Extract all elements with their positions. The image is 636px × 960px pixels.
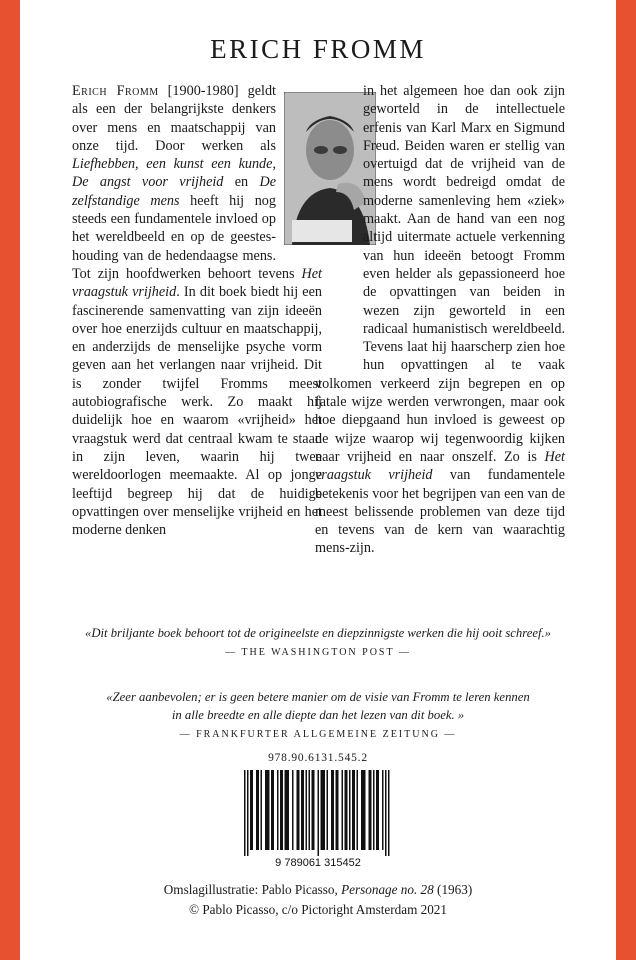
blurb-right-text: in het algemeen hoe dan ook zijn geworteld in de intellectuele erfenis van Karl Marx en Sigmund Freud. Beiden waren er stellig van overtuigd dat de vrijheid van de mens wordt bedreigd omdat de moderne samenleving hem «ziek» maakt. Aan de hand van een nog altijd uitermate actuele verkenning van hun ideeën betoogt Fromm even helder als gepassioneerd hoe de opvattingen van beiden in wezen zijn geworteld in een radicaal humanistisch wereldbeeld. Tevens laat hij haarscherp zien hoe hun opvattingen al te vaak volkomen verkeerd zijn begrepen en op fatale wijze werden verwrongen, maar ook hoe diepgaand hun invloed is geweest op de wijze waarop wij tegenwoordig kijken naar vrijheid en naar onszelf. Zo is Het vraagstuk vrijheid van fundamentele betekenis voor het begrijpen van een van de meest belissende problemen van deze tijd en tevens van de kern van waarachtig mens-zijn. [315, 82, 565, 558]
author-name-lead: Erich Fromm [72, 83, 159, 99]
isbn-number: 978.90.6131.545.2 [268, 752, 368, 764]
barcode-digits: 9 789061 315452 [275, 857, 361, 869]
quote-source: — FRANKFURTER ALLGEMEINE ZEITUNG — [179, 729, 457, 740]
blurb-left-text: Erich Fromm [1900-1980] geldt als een der belangrijkste denkers over mens en maatschappij van onze tijd. Door werken als Liefhebben, een kunst een kunde, De angst voor vrijheid en De zelfstandige mens heeft hij nog steeds een fundamentele invloed op het wereldbeeld en op de geesteshouding van de hedendaagse mens. Tot zijn hoofdwerken behoort tevens Het vraagstuk vrijheid. In dit boek biedt hij een fascinerende samenvatting van zijn ideeën over hoe enerzijds cultuur en maatschappij, en anderzijds de menselijke psyche vorm geven aan het verlangen naar vrijheid. Dit is zonder twijfel Fromms meest autobiografische werk. Zo maakt hij duidelijk hoe en waarom «vrijheid» het vraagstuk werd dat centraal kwam te staan in zijn leven, waarin hij twee wereldoorlogen meemaakte. Al op jonge leeftijd begreep hij dat de huidige opvattingen over menselijke vrijheid en het moderne denken [72, 82, 322, 539]
back-cover [20, 0, 616, 960]
credit-line-1: Omslagillustratie: Pablo Picasso, Personage no. 28 (1963) [163, 882, 473, 897]
quote-text-line2: in alle breedte en alle diepte dan het lezen van dit boek. » [171, 708, 465, 722]
credit-line-2: © Pablo Picasso, c/o Pictoright Amsterdam 2021 [189, 902, 447, 917]
blurb-right-column [315, 82, 565, 558]
review-quote-faz [20, 688, 616, 744]
quote-text: «Dit briljante boek behoort tot de origineelste en diepzinnigste werken die hij ooit schreef.» [84, 626, 552, 640]
review-quote-washington-post [20, 624, 616, 662]
page-title: ERICH FROMM [210, 34, 426, 64]
portrait-wrap-spacer [261, 200, 357, 356]
quote-source: — THE WASHINGTON POST — [225, 647, 411, 658]
barcode-icon [236, 770, 400, 870]
cover-credits [20, 880, 616, 920]
quote-text-line1: «Zeer aanbevolen; er is geen betere manier om de visie van Fromm te leren kennen [106, 690, 530, 704]
